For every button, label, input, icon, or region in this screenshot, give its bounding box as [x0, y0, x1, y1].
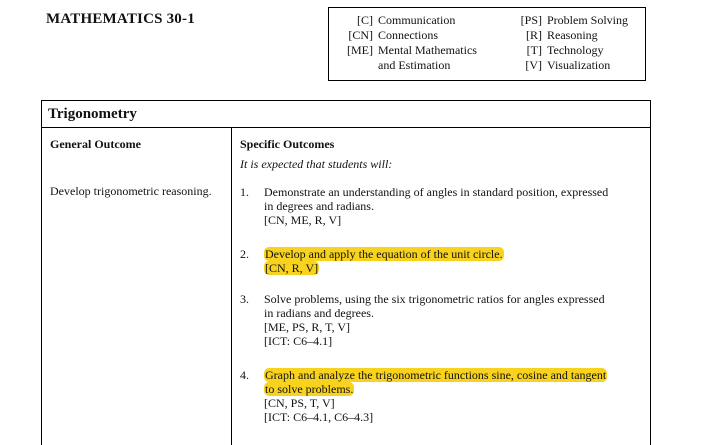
outcome-number: 2.: [240, 247, 249, 261]
outcome-number: 3.: [240, 292, 249, 306]
legend-code: [339, 58, 373, 73]
legend-row: [512, 13, 628, 28]
legend-row: [339, 28, 477, 43]
legend-label: Technology: [547, 43, 604, 57]
document-title: MATHEMATICS 30-1: [46, 11, 195, 27]
legend-label: Mental Mathematics: [378, 43, 477, 57]
outcome-text-line: Solve problems, using the six trigonometric ratios for angles expressed: [264, 292, 605, 306]
outcome-text-line-highlighted: to solve problems.: [265, 382, 354, 396]
legend-code: [T]: [526, 43, 542, 57]
outcome-text-line: in degrees and radians.: [264, 199, 374, 213]
outcome-codes-highlighted: [CN, R, V]: [265, 261, 319, 275]
legend-label: and Estimation: [378, 58, 451, 72]
legend-row: [512, 43, 628, 58]
intro-text: It is expected that students will:: [240, 157, 393, 171]
outcome-text-line-highlighted: Graph and analyze the trigonometric functions sine, cosine and tangent: [265, 368, 607, 382]
general-outcome-column: [50, 137, 212, 198]
legend-code: [V]: [525, 58, 542, 72]
legend-row: [339, 58, 477, 73]
legend-code: [CN]: [348, 28, 373, 42]
legend-label: Visualization: [547, 58, 611, 72]
general-outcome-text: Develop trigonometric reasoning.: [50, 184, 212, 198]
column-divider: [231, 128, 232, 445]
legend-row: [339, 13, 477, 28]
legend-row: [512, 28, 628, 43]
legend-column-left: [339, 13, 477, 73]
outcome-text-line: in radians and degrees.: [264, 306, 374, 320]
section-title: Trigonometry: [42, 101, 650, 128]
legend-label: Communication: [378, 13, 456, 27]
outcome-number: 1.: [240, 185, 249, 199]
outcome-number: 4.: [240, 368, 249, 382]
outcome-ict: [ICT: C6–4.1]: [264, 334, 333, 348]
legend-row: [512, 58, 628, 73]
legend-code: [R]: [526, 28, 542, 42]
legend-code: [C]: [357, 13, 373, 27]
outcome-text-line-highlighted: Develop and apply the equation of the unit circle.: [265, 247, 503, 261]
outcome-ict: [ICT: C6–4.1, C6–4.3]: [264, 410, 374, 424]
process-legend: [328, 7, 646, 81]
outcomes-table: [41, 100, 651, 445]
legend-code: [ME]: [347, 43, 373, 57]
outcome-item-2: [240, 247, 645, 275]
specific-outcomes-header: Specific Outcomes: [240, 137, 335, 151]
outcome-codes: [CN, ME, R, V]: [264, 213, 342, 227]
legend-column-right: [512, 13, 628, 73]
legend-label: Reasoning: [547, 28, 598, 42]
legend-label: Problem Solving: [547, 13, 629, 27]
outcome-codes: [CN, PS, T, V]: [264, 396, 335, 410]
outcome-codes: [ME, PS, R, T, V]: [264, 320, 351, 334]
outcome-item-3: [240, 292, 645, 348]
legend-row: [339, 43, 477, 58]
general-outcome-header: General Outcome: [50, 137, 141, 151]
outcome-item-4: [240, 368, 645, 424]
outcome-item-1: [240, 185, 645, 227]
outcome-text-line: Demonstrate an understanding of angles in standard position, expressed: [264, 185, 609, 199]
legend-label: Connections: [378, 28, 438, 42]
legend-code: [PS]: [520, 13, 542, 27]
specific-outcomes-column: [240, 137, 645, 424]
